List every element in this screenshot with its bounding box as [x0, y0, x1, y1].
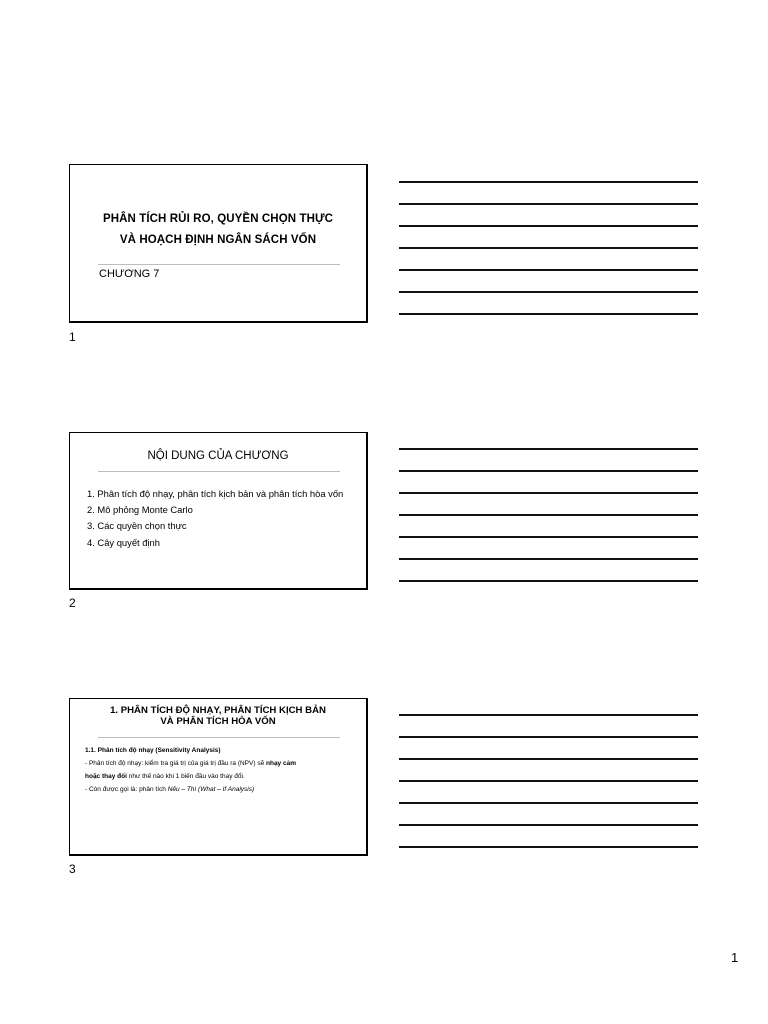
list-item: 3. Các quyền chọn thực [87, 520, 187, 532]
note-line [399, 181, 698, 183]
note-line [399, 203, 698, 205]
slide-3-title [74, 705, 362, 727]
note-line [399, 470, 698, 472]
slide-3-bullet-1 [85, 757, 354, 783]
list-item: 1. Phân tích độ nhạy, phân tích kịch bản và phân tích hòa vốn [87, 488, 344, 499]
slide-3-thumbnail [69, 698, 368, 856]
slide-1-subtitle: CHƯƠNG 7 [99, 268, 160, 280]
note-line [399, 558, 698, 560]
slide-1-title-line-1: PHÂN TÍCH RỦI RO, QUYỀN CHỌN THỰC [102, 213, 334, 225]
note-line [399, 247, 698, 249]
note-line [399, 714, 698, 716]
slide-1-title [80, 209, 356, 251]
bullet-italic: Nếu – Thì (What – If Analysis) [167, 786, 255, 793]
note-line [399, 269, 698, 271]
slide-3-title-line-1: 1. PHÂN TÍCH ĐỘ NHẠY, PHÂN TÍCH KỊCH BẢN [110, 705, 326, 716]
bullet-text: - Còn được gọi là: phân tích [85, 786, 168, 793]
note-line [399, 802, 698, 804]
slide-2-number: 2 [69, 596, 76, 610]
slide-2-thumbnail [69, 432, 368, 590]
note-line [399, 736, 698, 738]
slide-3-divider [98, 737, 340, 738]
bullet-emphasis: hoặc thay đổi [85, 773, 127, 780]
note-line [399, 824, 698, 826]
note-line [399, 492, 698, 494]
slide-1-title-line-2: VÀ HOẠCH ĐỊNH NGÂN SÁCH VỐN [119, 234, 317, 246]
note-line [399, 780, 698, 782]
note-line [399, 291, 698, 293]
bullet-emphasis: nhạy cảm [266, 760, 296, 767]
note-line [399, 536, 698, 538]
slide-3-number: 3 [69, 862, 76, 876]
note-line [399, 580, 698, 582]
note-line [399, 846, 698, 848]
slide-3-section-heading: 1.1. Phân tích độ nhạy (Sensitivity Analysis) [85, 747, 221, 754]
slide-1-thumbnail [69, 164, 368, 323]
slide-2-title: NỘI DUNG CỦA CHƯƠNG [147, 450, 289, 462]
slide-2-divider [98, 471, 340, 472]
note-line [399, 448, 698, 450]
slide-3-title-line-2: VÀ PHÂN TÍCH HÒA VỐN [160, 716, 276, 727]
page-number: 1 [731, 950, 739, 965]
slide-2-contents-list [87, 486, 343, 551]
note-line [399, 514, 698, 516]
bullet-text: như thế nào khi 1 biến đầu vào thay đổi. [126, 773, 245, 780]
slide-1-number: 1 [69, 330, 76, 344]
slide-3-bullet-2 [85, 783, 354, 796]
list-item: 2. Mô phỏng Monte Carlo [87, 504, 193, 516]
list-item: 4. Cây quyết định [87, 536, 160, 548]
slide-1-divider [98, 264, 340, 265]
bullet-text: - Phân tích độ nhạy: kiểm tra giá trị của giá trị đầu ra (NPV) sẽ [85, 760, 266, 767]
note-line [399, 758, 698, 760]
slide-3-body [85, 744, 354, 796]
note-line [399, 225, 698, 227]
note-line [399, 313, 698, 315]
